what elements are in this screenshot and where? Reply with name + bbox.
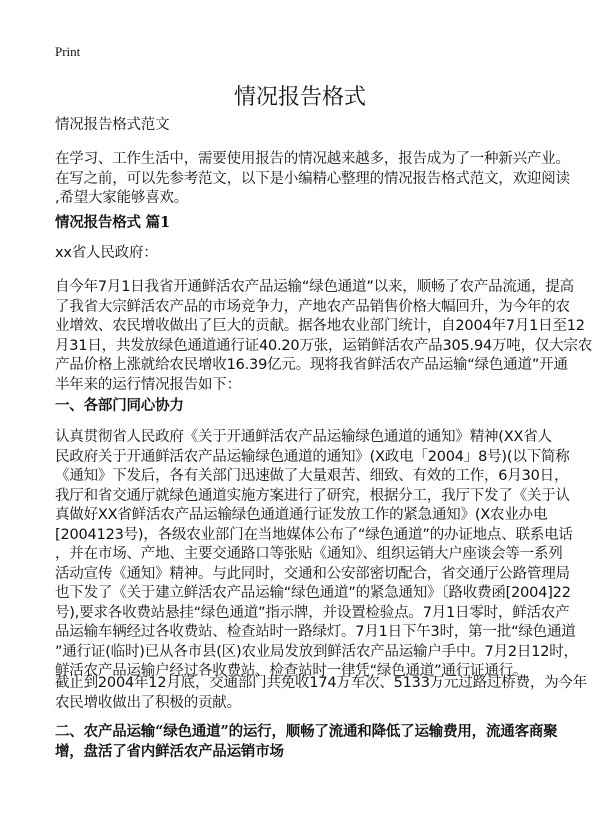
text-line: ，并在市场、产地、主要交通路口等张贴《通知》、组织运销大户座谈会等一系列 (55, 546, 563, 562)
text-line: 业增效、农民增收做出了巨大的贡献。据各地农业部门统计，自2004年7月1日至12 (55, 318, 585, 334)
section-heading (55, 213, 170, 233)
text-line: ”通行证(临时)已从各市县(区)农业局发放到鲜活农产品运输户手中。7月2日12时， (55, 643, 578, 660)
text-line: 农民增收做出了积极的贡献。 (55, 694, 241, 711)
text-line: 民政府关于开通鲜活农产品运输绿色通道的通知》(X政电「2004」8号)(以下简称 (55, 448, 570, 465)
text-line: 活动宣传《通知》精神。与此同时，交通和公安部密切配合，省交通厅公路管理局 (55, 565, 570, 582)
text-line: 认真贯彻省人民政府《关于开通鲜活农产品运输绿色通道的通知》精神(XX省人 (55, 429, 552, 445)
text-line: ,希望大家能够喜欢。 (55, 190, 189, 206)
text-line: 增，盘活了省内鲜活农产品运销市场 (55, 742, 284, 760)
text-line: 品运输车辆经过各收费站、检查站时一路绿灯。7月1日下午3时，第一批“绿色通道 (55, 624, 576, 640)
heading-1-text: 一、各部门同心协力 (55, 397, 184, 414)
paragraph-1 (55, 278, 592, 395)
text-line: 半年来的运行情况报告如下： (55, 376, 241, 393)
text-line: 鲜活农产品运输户经过各收费站、检查站时一律凭“绿色通道”通行证通行。 (55, 663, 528, 679)
heading-1 (55, 396, 184, 416)
heading-2 (55, 722, 557, 761)
text-line: 月31日，共发放绿色通道通行证40.20万张，运销鲜活农产品305.94万吨，仅大宗农 (55, 337, 593, 354)
text-line: 真做好XX省鲜活农产品运输绿色通道通行证发放工作的紧急通知》(X农业办电 (55, 507, 548, 523)
paragraph-3 (55, 674, 587, 713)
text-line: 也下发了《关于建立鲜活农产品运输“绿色通道”的紧急通知》〔路收费函[2004]22 (55, 585, 571, 601)
text-line: 了我省大宗鲜活农产品的市场竞争力，产地农产品销售价格大幅回升，为今年的农 (55, 298, 570, 315)
page-title: 情况报告格式 (233, 85, 366, 110)
subtitle-text: 情况报告格式范文 (55, 117, 170, 133)
text-line: 二、农产品运输“绿色通道”的运行，顺畅了流通和降低了运输费用，流通客商聚 (55, 723, 558, 740)
text-line: 截止到2004年12月底，交通部门共免收174万车次、5133万元过路过桥费，为今年 (55, 675, 588, 691)
text-line: 我厅和省交通厅就绿色通道实施方案进行了研究，根据分工，我厅下发了《关于认 (55, 487, 570, 504)
salutation-text: xx省人民政府： (55, 245, 158, 261)
text-line: 产品价格上涨就给农民增收16.39亿元。现将我省鲜活农产品运输“绿色通道”开通 (55, 357, 568, 373)
text-line: 自今年7月1日我省开通鲜活农产品运输“绿色通道”以来，顺畅了农产品流通，提高 (55, 279, 574, 295)
subtitle (55, 116, 169, 136)
text-line: [2004123号)，各级农业部门在当地媒体公布了“绿色通道”的办证地点、联系电话 (55, 526, 573, 543)
section-heading-text: 情况报告格式 篇1 (55, 214, 170, 231)
text-line: 《通知》下发后，各有关部门迅速做了大量艰苦、细致、有效的工作，6月30日， (55, 468, 569, 484)
text-line: 在写之前，可以先参考范文，以下是小编精心整理的情况报告格式范文，欢迎阅读 (55, 170, 570, 187)
text-line: 号),要求各收费站悬挂“绿色通道”指示牌，并设置检验点。7月1日零时，鲜活农产 (55, 604, 570, 621)
paragraph-2 (55, 428, 578, 682)
print-link[interactable]: Print (55, 44, 81, 59)
salutation (55, 244, 158, 264)
intro-paragraph (55, 150, 570, 209)
text-line: 在学习、工作生活中，需要使用报告的情况越来越多，报告成为了一种新兴产业。 (55, 151, 570, 167)
